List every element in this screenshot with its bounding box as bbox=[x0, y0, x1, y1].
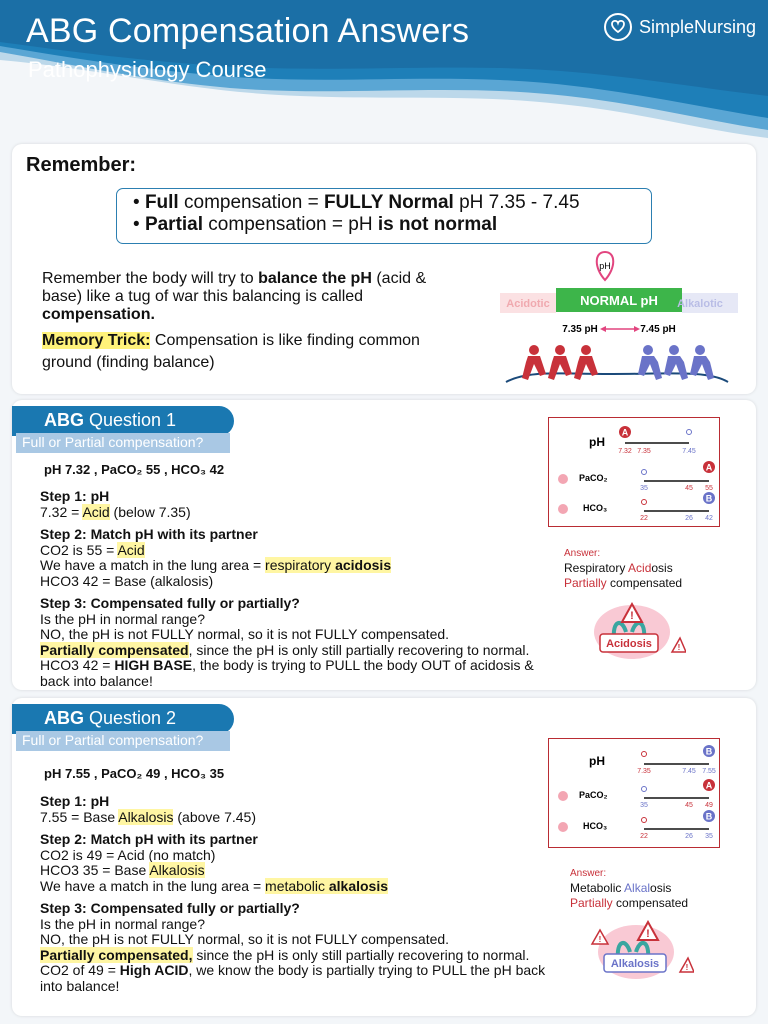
svg-text:7.32: 7.32 bbox=[618, 448, 632, 455]
brand-name: SimpleNursing bbox=[638, 16, 756, 37]
balance-explanation: Remember the body will try to balance the pH (acid & base) like a tug of war this balancing is called compensation. bbox=[42, 270, 427, 323]
brand-logo bbox=[603, 12, 756, 42]
svg-text:26: 26 bbox=[685, 515, 693, 522]
svg-text:7.35: 7.35 bbox=[637, 448, 651, 455]
page-subtitle: Pathophysiology Course bbox=[28, 57, 267, 82]
question-2-abg-diagram bbox=[548, 738, 720, 848]
question-1-abg-diagram bbox=[548, 417, 720, 527]
svg-text:!: ! bbox=[646, 928, 650, 940]
question-2-steps: Step 1: pH 7.55 = Base Alkalosis (above 7.45) Step 2: Match pH with its partner CO2 is 49 = Acid (no match) HCO3 35 = Base Alkalosis We have a match in the lung area = metabolic alkalosis Step 3: Compensated fully or partially? Is the pH in normal range? NO, the pH is not FULLY normal, so it is not FULLY compensated. Partially compensated, since the pH is only still partially recovering to normal. CO2 of 49 = High ACID, we know the body is partially trying to PULL the pH back into balance! bbox=[40, 793, 546, 994]
svg-text:B: B bbox=[705, 811, 713, 822]
svg-text:7.45 pH: 7.45 pH bbox=[640, 324, 676, 335]
svg-text:!: ! bbox=[677, 643, 681, 652]
svg-text:HCO₃: HCO₃ bbox=[583, 503, 608, 513]
question-1-prompt: Full or Partial compensation? bbox=[16, 433, 230, 453]
acidosis-lungs-icon bbox=[586, 600, 686, 662]
svg-text:pH: pH bbox=[589, 435, 605, 449]
svg-text:22: 22 bbox=[640, 833, 648, 840]
svg-text:7.35: 7.35 bbox=[637, 768, 651, 775]
svg-text:A: A bbox=[705, 780, 713, 791]
svg-text:!: ! bbox=[685, 963, 689, 972]
compensation-definition-box bbox=[116, 188, 652, 244]
svg-text:7.45: 7.45 bbox=[682, 448, 696, 455]
svg-text:7.55: 7.55 bbox=[702, 768, 716, 775]
alkalosis-lungs-icon bbox=[590, 920, 694, 982]
question-2-answer: Answer: Metabolic Alkalosis Partially compensated bbox=[570, 868, 689, 910]
svg-text:35: 35 bbox=[640, 802, 648, 809]
question-2-card bbox=[12, 698, 756, 1016]
svg-text:Acidotic: Acidotic bbox=[506, 298, 550, 310]
question-1-answer: Answer: Respiratory Acidosis Partially compensated bbox=[564, 548, 683, 590]
svg-text:B: B bbox=[705, 493, 713, 504]
svg-text:45: 45 bbox=[685, 485, 693, 492]
svg-text:PaCO₂: PaCO₂ bbox=[579, 473, 608, 483]
header bbox=[0, 0, 768, 140]
svg-text:A: A bbox=[705, 462, 713, 473]
svg-text:22: 22 bbox=[640, 515, 648, 522]
memory-trick: Memory Trick: Compensation is like finding common ground (finding balance) bbox=[42, 332, 420, 371]
svg-text:7.45: 7.45 bbox=[682, 768, 696, 775]
question-1-card bbox=[12, 400, 756, 690]
svg-text:PaCO₂: PaCO₂ bbox=[579, 790, 608, 800]
question-2-prompt: Full or Partial compensation? bbox=[16, 731, 230, 751]
svg-text:35: 35 bbox=[640, 485, 648, 492]
svg-text:HCO₃: HCO₃ bbox=[583, 821, 608, 831]
stethoscope-heart-icon bbox=[603, 12, 633, 42]
full-compensation-line: • Full compensation = FULLY Normal pH 7.35 - 7.45 bbox=[133, 192, 580, 213]
question-1-values: pH 7.32 , PaCO₂ 55 , HCO₃ 42 bbox=[44, 462, 225, 477]
svg-text:!: ! bbox=[598, 935, 602, 944]
question-2-tab: ABG Question 2 bbox=[12, 704, 234, 734]
svg-text:Alkalosis: Alkalosis bbox=[610, 958, 660, 970]
remember-title: Remember: bbox=[26, 154, 137, 176]
partial-compensation-line: • Partial compensation = pH is not normal bbox=[133, 214, 498, 235]
svg-text:pH: pH bbox=[589, 754, 605, 768]
tug-of-war-illustration bbox=[488, 250, 738, 390]
svg-text:B: B bbox=[705, 746, 713, 757]
svg-text:55: 55 bbox=[705, 485, 713, 492]
svg-text:45: 45 bbox=[685, 802, 693, 809]
ph-pin-label: pH bbox=[599, 261, 611, 271]
svg-text:49: 49 bbox=[705, 802, 713, 809]
svg-text:Acidosis: Acidosis bbox=[606, 638, 652, 650]
svg-text:7.35 pH: 7.35 pH bbox=[562, 324, 598, 335]
svg-text:42: 42 bbox=[705, 515, 713, 522]
question-1-tab: ABG Question 1 bbox=[12, 406, 234, 436]
svg-text:26: 26 bbox=[685, 833, 693, 840]
svg-text:Alkalotic: Alkalotic bbox=[677, 298, 723, 310]
remember-card bbox=[12, 144, 756, 394]
svg-text:35: 35 bbox=[705, 833, 713, 840]
svg-text:NORMAL pH: NORMAL pH bbox=[580, 293, 658, 308]
svg-text:!: ! bbox=[630, 610, 634, 622]
question-1-steps: Step 1: pH 7.32 = Acid (below 7.35) Step 2: Match pH with its partner CO2 is 55 = Acid We have a match in the lung area = respiratory acidosis HCO3 42 = Base (alkalosis) Step 3: Compensated fully or partially? Is the pH in normal range? NO, the pH is not FULLY normal, so it is not FULLY compensated. Partially compensated, since the pH is only still partially recovering to normal. HCO3 42 = HIGH BASE, the body is trying to PULL the body OUT of acidosis & back into balance! bbox=[40, 488, 534, 689]
page-title: ABG Compensation Answers bbox=[26, 12, 470, 50]
svg-text:A: A bbox=[621, 427, 629, 438]
question-2-values: pH 7.55 , PaCO₂ 49 , HCO₃ 35 bbox=[44, 766, 225, 781]
